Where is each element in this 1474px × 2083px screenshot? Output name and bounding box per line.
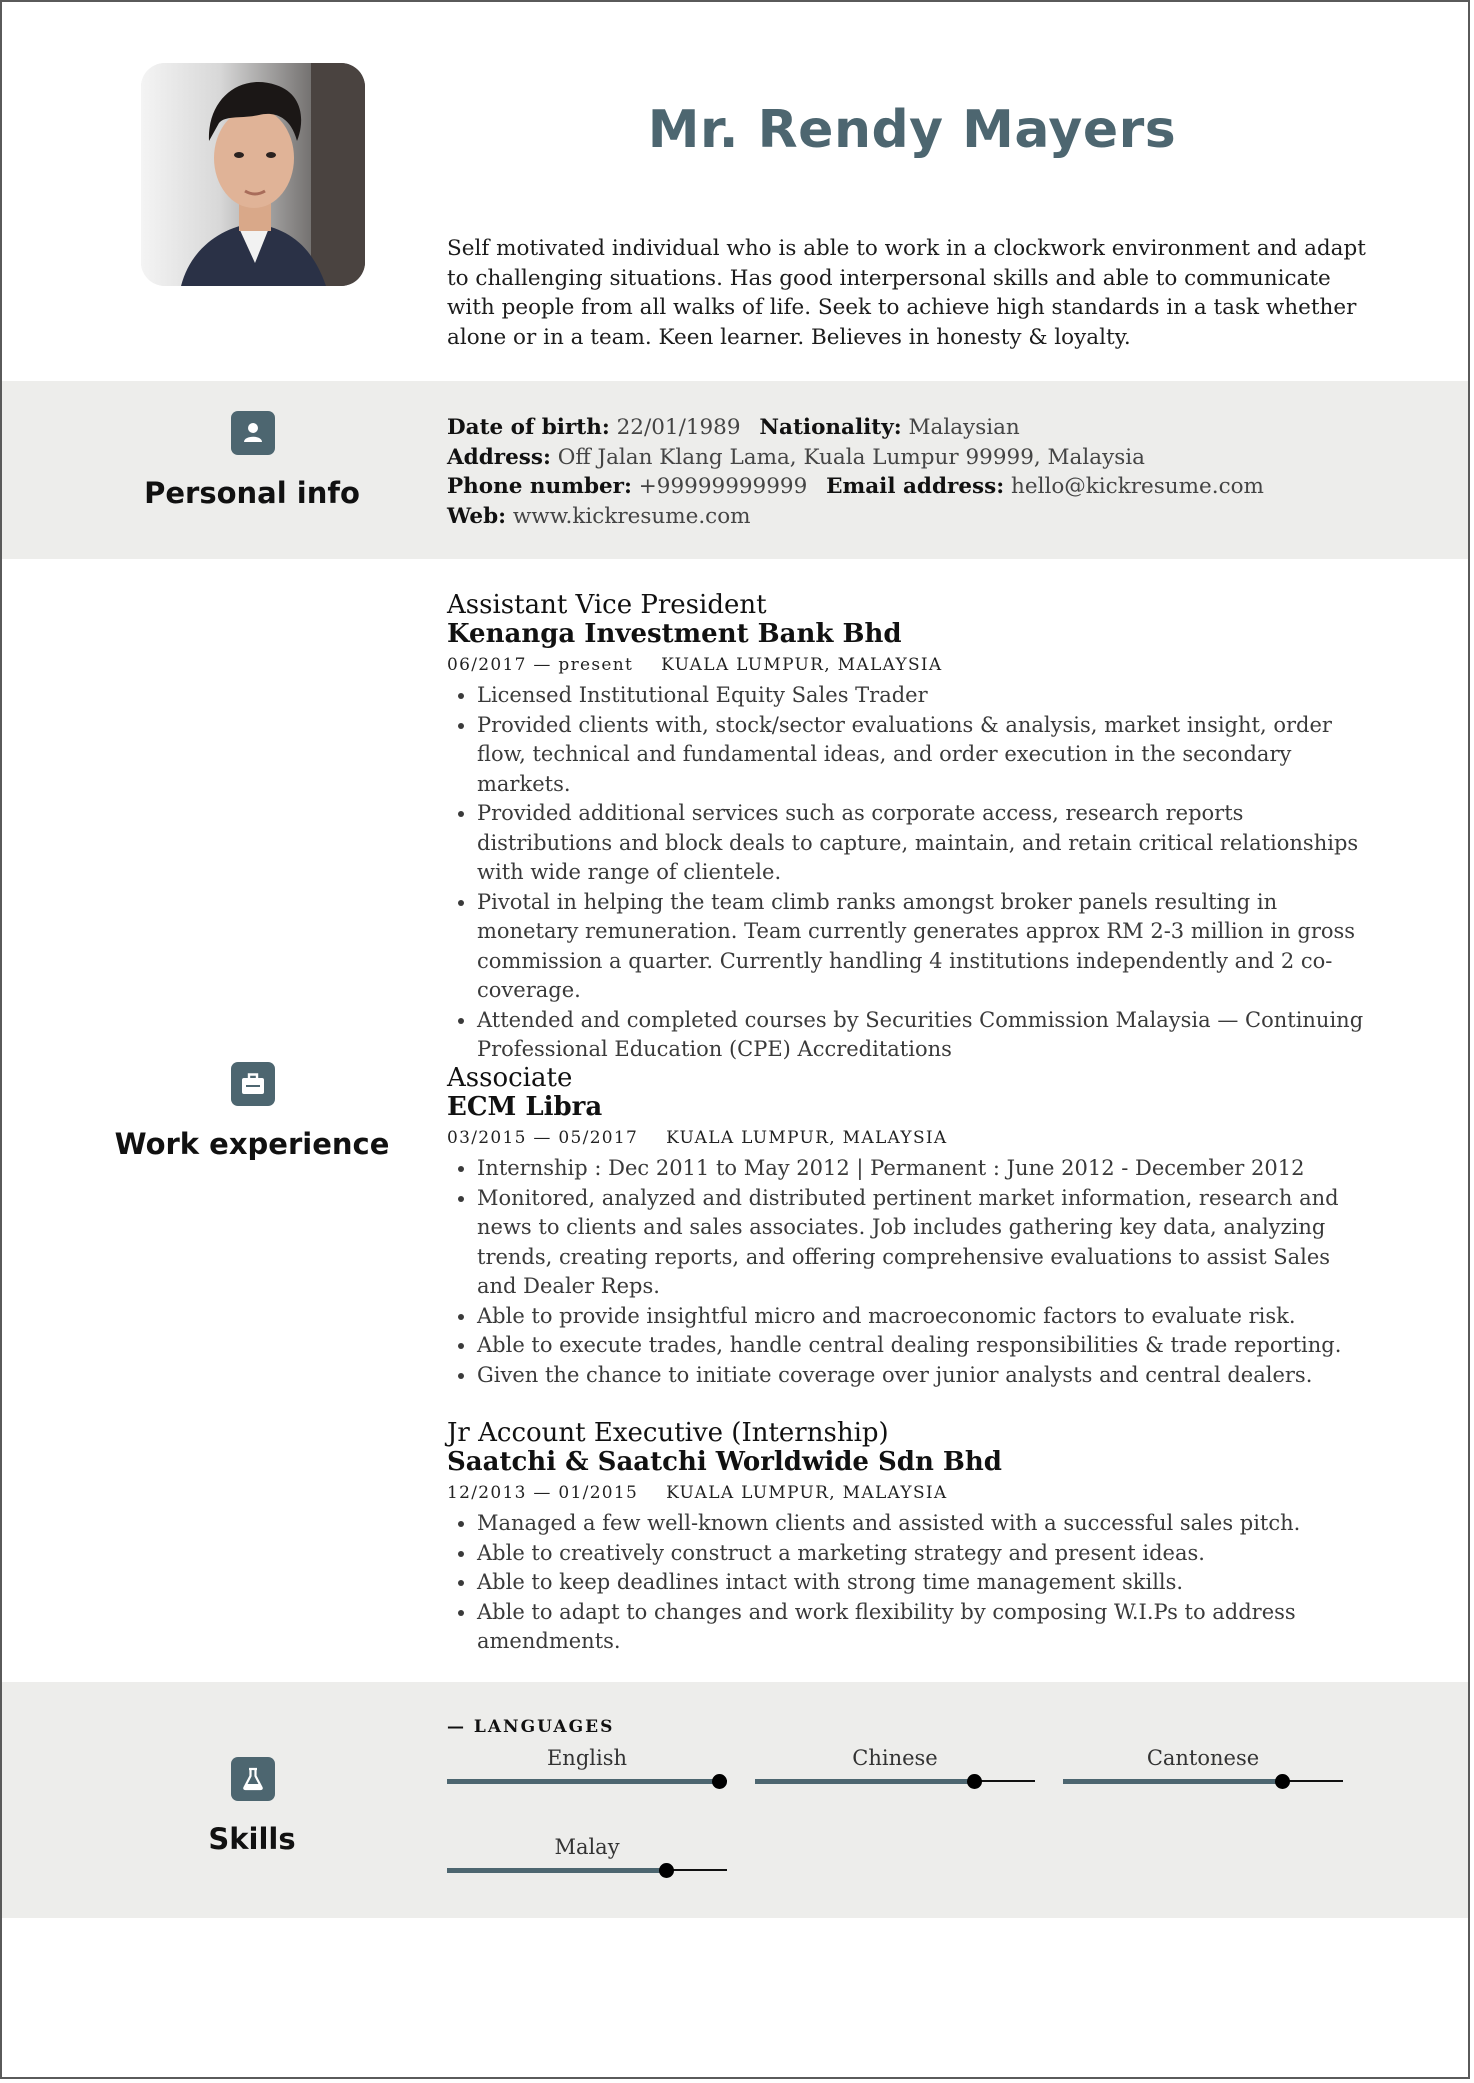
job-bullets [447,1509,1367,1657]
job-title: Assistant Vice President [447,590,767,620]
job-bullet: • Managed a few well-known clients and assisted with a successful sales pitch. [477,1509,1367,1539]
profile-summary: Self motivated individual who is able to work in a clockwork environment and adapt to challenging situations. Has good interpersonal skills and able to communicate with people from all walks of life. Seek to achieve high standards in a task whether alone or in a team. Keen learner. Believes in honesty & loyalty. [447,236,1366,350]
job-bullet: • Given the chance to initiate coverage over junior analysts and central dealers. [477,1361,1367,1391]
job-bullet: • Able to creatively construct a marketing strategy and present ideas. [477,1539,1367,1569]
job-location: KUALA LUMPUR, MALAYSIA [666,1128,948,1148]
portrait-image [141,63,365,286]
job-company: Saatchi & Saatchi Worldwide Sdn Bhd [447,1447,1002,1477]
language-skill [1063,1743,1343,1789]
job-dates: 03/2015 — 05/2017 [447,1128,639,1148]
job-company: Kenanga Investment Bank Bhd [447,619,902,649]
job-dates: 12/2013 — 01/2015 [447,1483,639,1503]
web-value[interactable]: www.kickresume.com [512,503,751,529]
briefcase-icon [231,1062,275,1106]
job-bullet: • Provided clients with, stock/sector evaluations & analysis, market insight, order flow, technical and fundamental ideas, and order execution in the secondary markets. [477,711,1367,800]
job-bullets [447,1154,1367,1390]
job-bullet: • Able to keep deadlines intact with strong time management skills. [477,1568,1367,1598]
language-level-bar [447,1862,727,1878]
level-fill [447,1779,720,1784]
language-level-bar [447,1773,727,1789]
language-skill [447,1832,727,1878]
info-row [447,413,1397,443]
person-icon [231,411,275,455]
address-label: Address: [447,444,551,470]
phone-value: +99999999999 [638,474,808,499]
job-meta [447,653,1367,677]
level-marker [1275,1774,1290,1789]
job-bullet: • Internship : Dec 2011 to May 2012 | Permanent : June 2012 - December 2012 [477,1154,1367,1184]
job-bullet: • Able to execute trades, handle central dealing responsibilities & trade reporting. [477,1331,1367,1361]
language-name: Cantonese [1146,1746,1260,1770]
web-label: Web: [447,503,507,529]
level-fill [447,1868,667,1873]
job-entry [447,1064,1367,1390]
job-meta [447,1126,1367,1150]
phone-label: Phone number: [447,474,632,499]
flask-icon [231,1757,275,1801]
info-row [447,502,1397,532]
language-skill [755,1743,1035,1789]
job-bullets [447,681,1367,1065]
level-marker [967,1774,982,1789]
personal-info [447,413,1397,531]
job-bullet: • Attended and completed courses by Securities Commission Malaysia — Continuing Professional Education (CPE) Accreditations [477,1006,1367,1065]
job-bullet: • Able to provide insightful micro and macroeconomic factors to evaluate risk. [477,1302,1367,1332]
nationality-value: Malaysian [908,415,1020,440]
language-name: English [546,1746,628,1770]
address-value: Off Jalan Klang Lama, Kuala Lumpur 99999, Malaysia [557,444,1145,470]
job-bullet: • Licensed Institutional Equity Sales Trader [477,681,1367,711]
language-name: Malay [554,1835,620,1859]
job-title: Jr Account Executive (Internship) [447,1418,889,1448]
job-bullet: • Pivotal in helping the team climb ranks amongst broker panels resulting in monetary remuneration. Team currently generates approx RM 2-3 million in gross commission a quarter. Currently handling 4 institutions independently and 2 co-coverage. [477,888,1367,1006]
level-marker [659,1863,674,1878]
section-title-skills: Skills [208,1822,296,1856]
job-entry [447,591,1367,1065]
dob-label: Date of birth: [447,415,610,440]
languages-heading: — LANGUAGES [447,1717,615,1737]
section-title-work: Work experience [114,1127,390,1161]
job-bullet: • Able to adapt to changes and work flexibility by composing W.I.Ps to address amendments. [477,1598,1367,1657]
job-title: Associate [447,1063,573,1093]
language-skill [447,1743,727,1789]
job-bullet: • Monitored, analyzed and distributed pertinent market information, research and news to clients and sales associates. Job includes gathering key data, analyzing trends, creating reports, and offering comprehensive evaluations to assist Sales and Dealer Reps. [477,1184,1367,1302]
job-dates: 06/2017 — present [447,655,634,675]
email-value[interactable]: hello@kickresume.com [1011,474,1264,499]
section-title-personal: Personal info [144,476,360,510]
job-location: KUALA LUMPUR, MALAYSIA [661,655,943,675]
language-name: Chinese [852,1746,938,1770]
language-level-bar [755,1773,1035,1789]
skills-band [2,1682,1470,1918]
job-entry [447,1419,1367,1657]
job-location: KUALA LUMPUR, MALAYSIA [666,1483,948,1503]
level-marker [712,1774,727,1789]
job-company: ECM Libra [447,1092,603,1122]
level-fill [755,1779,975,1784]
job-bullet: • Provided additional services such as corporate access, research reports distributions and block deals to capture, maintain, and retain critical relationships with wide range of clientele. [477,799,1367,888]
info-row [447,472,1397,502]
language-level-bar [1063,1773,1343,1789]
email-label: Email address: [826,474,1005,499]
nationality-label: Nationality: [759,415,902,440]
candidate-name: Mr. Rendy Mayers [647,100,1177,160]
level-fill [1063,1779,1283,1784]
profile-photo [141,63,365,286]
info-row [447,443,1397,473]
job-meta [447,1481,1367,1505]
dob-value: 22/01/1989 [616,415,741,440]
